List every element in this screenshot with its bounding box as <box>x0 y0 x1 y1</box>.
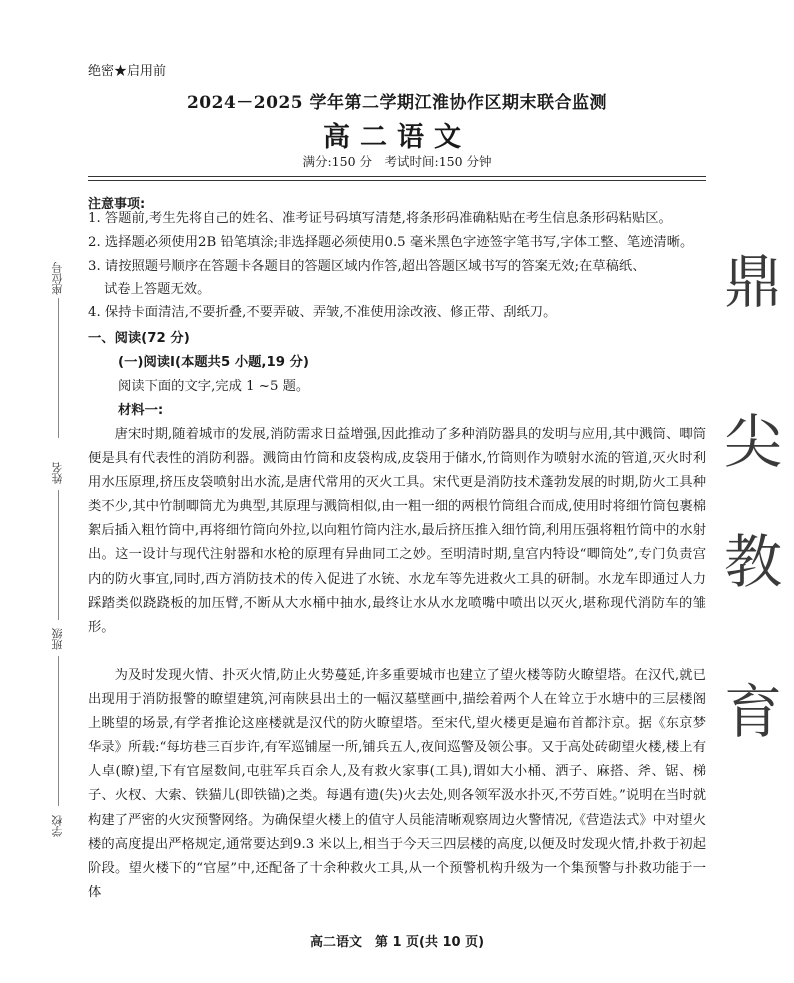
reading-instruction: 阅读下面的文字,完成 1 ~5 题。 <box>118 379 310 394</box>
class-line <box>58 656 59 806</box>
name-label: 姓名 <box>51 462 64 484</box>
note-item-4: 4. 保持卡面清洁,不要折叠,不要弄破、弄皱,不准使用涂改液、修正带、刮纸刀。 <box>88 305 557 320</box>
secret-label: 绝密★启用前 <box>88 64 167 79</box>
note-item-3: 3. 请按照题号顺序在答题卡各题目的答题区域内作答,超出答题区域书写的答案无效;在草稿纸、 <box>88 259 646 274</box>
name-line <box>58 490 59 620</box>
subject-title: 高二语文 <box>323 122 471 153</box>
watermark-char-2: 尖 <box>724 408 783 476</box>
header-rule-thin <box>88 180 706 181</box>
exam-title: 2024－2025 学年第二学期江淮协作区期末联合监测 <box>186 93 608 113</box>
watermark-char-3: 教 <box>724 528 783 596</box>
score-time-info: 满分:150 分 考试时间:150 分钟 <box>302 154 492 169</box>
paragraph-2: 为及时发现火情、扑灭火情,防止火势蔓延,许多重要城市也建立了望火楼等防火瞭望塔。在汉代,就已出现用于消防报警的瞭望建筑,河南陕县出土的一幅汉墓壁画中,描绘着两个人在耸立于水塘中的三层楼阁上眺望的场景,有学者推论这座楼就是汉代的防火瞭望塔。至宋代,望火楼更是遍布首都汴京。据《东京梦华录》所载:“每坊巷三百步许,有军巡铺屋一所,铺兵五人,夜间巡警及领公事。又于高处砖砌望火楼,楼上有人卓(瞭)望,下有官屋数间,屯驻军兵百余人,及有救火家事(工具),谓如大小桶、洒子、麻搭、斧、锯、梯子、火杈、大索、铁猫儿(即铁锚)之类。每遇有遗(失)火去处,则各领军汲水扑灭,不劳百姓。”说明在当时就构建了严密的火灾预警网络。为确保望火楼上的值守人员能清晰观察周边火警情况,《营造法式》中对望火楼的高度提出严格规定,通常要达到9.3 米以上,相当于今天三四层楼的高度,以便及时发现火情,扑救于初起阶段。望火楼下的“官屋”中,还配备了十余种救火工具,从一个预警机构升级为一个集预警与扑救功能于一体 <box>88 668 706 900</box>
note-item-2: 2. 选择题必须使用2B 铅笔填涂;非选择题必须使用0.5 毫米黑色字迹签字笔书写,字体工整、笔迹清晰。 <box>88 235 694 250</box>
header-rule-thick <box>88 176 706 177</box>
material-1-label: 材料一: <box>118 403 164 418</box>
class-label: 班级 <box>51 628 64 650</box>
page-footer: 高二语文 第 1 页(共 10 页) <box>309 935 485 950</box>
notes-title: 注意事项: <box>88 197 146 212</box>
watermark-char-1: 鼎 <box>724 248 783 316</box>
watermark-char-4: 育 <box>724 678 783 746</box>
school-label: 学校 <box>51 815 64 837</box>
paragraph-1: 唐宋时期,随着城市的发展,消防需求日益增强,因此推动了多种消防器具的发明与应用,其中溅筒、唧筒便是具有代表性的消防利器。溅筒由竹筒和皮袋构成,皮袋用于储水,竹筒则作为喷射水流的管道,灭火时利用水压原理,挤压皮袋喷射出水流,是唐代常用的灭火工具。宋代更是消防技术蓬勃发展的时期,防火工具种类不少,其中竹制唧筒尤为典型,其原理与溅筒相似,由一粗一细的两根竹筒组合而成,使用时将细竹筒包裹棉絮后插入粗竹筒中,再将细竹筒向外拉,以向粗竹筒内注水,最后挤压推入细竹筒,利用压强将粗竹筒中的水射出。这一设计与现代注射器和水枪的原理有异曲同工之妙。至明清时期,皇宫内特设“唧筒处”,专门负责宫内的防火事宜,同时,西方消防技术的传入促进了水铳、水龙车等先进救火工具的研制。水龙车即通过人力踩踏类似跷跷板的加压臂,不断从大水桶中抽水,最终让水从水龙喷嘴中喷出以灭火,堪称现代消防车的雏形。 <box>88 427 706 635</box>
note-item-3-continued: 试卷上答题无效。 <box>104 282 211 297</box>
seat-number-line <box>58 298 59 438</box>
seat-number-label: 座位号 <box>51 262 64 295</box>
note-item-1: 1. 答题前,考生先将自己的姓名、准考证号码填写清楚,将条形码准确粘贴在考生信息条形码粘贴区。 <box>88 211 672 226</box>
section-reading-heading: 一、阅读(72 分) <box>88 331 190 346</box>
subsection-reading-1-heading: (一)阅读Ⅰ(本题共5 小题,19 分) <box>118 355 309 370</box>
